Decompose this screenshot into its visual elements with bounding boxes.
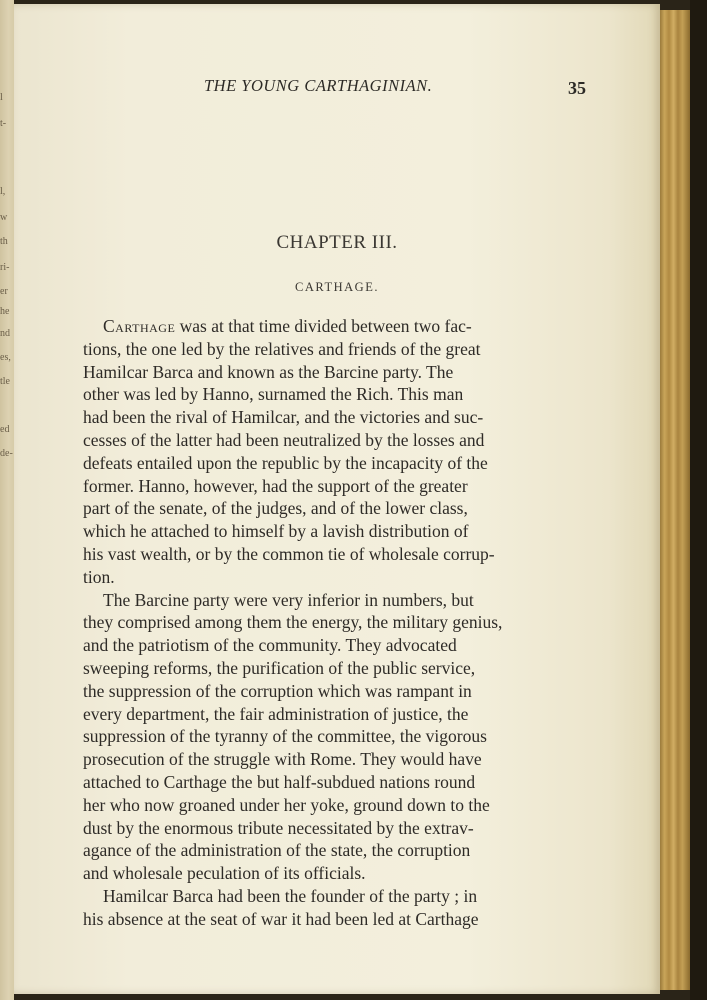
text-line: former. Hanno, however, had the support of the greater [83, 475, 468, 496]
text-line: which he attached to himself by a lavish distribution of [83, 521, 469, 542]
text-line: his absence at the seat of war it had been led at Carthage [83, 908, 479, 929]
facing-page-fragment: ri- [0, 262, 10, 273]
text-line: dust by the enormous tribute necessitated by the extrav- [83, 817, 474, 838]
drop-lead-word: Carthage [103, 316, 176, 336]
facing-page-fragment: er [0, 286, 8, 297]
facing-page-fragment: ed [0, 424, 10, 435]
facing-page-fragment: de- [0, 448, 13, 459]
text-line: other was led by Hanno, surnamed the Rich. This man [83, 384, 464, 405]
facing-page-fragment: es, [0, 352, 11, 363]
text-line: agance of the administration of the state, the corruption [83, 840, 471, 861]
text-line: tions, the one led by the relatives and friends of the great [83, 338, 481, 359]
facing-page-fragment: tle [0, 376, 10, 387]
page-number: 35 [568, 78, 586, 98]
text-line: Hamilcar Barca had been the founder of the party ; in [103, 885, 478, 906]
facing-page-fragment: th [0, 236, 8, 247]
page-block-edge [660, 10, 690, 990]
text-line: the suppression of the corruption which was rampant in [83, 680, 472, 701]
text-line: Hamilcar Barca and known as the Barcine party. The [83, 361, 454, 382]
text-line: her who now groaned under her yoke, ground down to the [83, 794, 490, 815]
facing-page-fragment: he [0, 306, 10, 317]
text-line: sweeping reforms, the purification of the public service, [83, 657, 476, 678]
text-line: they comprised among them the energy, the military genius, [83, 612, 503, 633]
facing-page-fragment: nd [0, 328, 10, 339]
text-line: attached to Carthage the but half-subdued nations round [83, 771, 476, 792]
left-page-edge [0, 0, 14, 1000]
facing-page-fragment: t- [0, 118, 7, 129]
text-line: had been the rival of Hamilcar, and the victories and suc- [83, 407, 484, 428]
facing-page-fragment: l [0, 92, 3, 103]
chapter-title: CHAPTER III. [276, 232, 398, 253]
text-line: and the patriotism of the community. They advocated [83, 635, 457, 656]
text-line: defeats entailed upon the republic by the incapacity of the [83, 452, 488, 473]
book-cover-edge [690, 0, 707, 1000]
text-line: Carthage was at that time divided between two fac- [103, 316, 472, 336]
text-line: and wholesale peculation of its officials. [83, 863, 366, 884]
text-line: cesses of the latter had been neutralized by the losses and [83, 429, 485, 450]
text-line: suppression of the tyranny of the committee, the vigorous [83, 726, 487, 747]
text-line: every department, the fair administration of justice, the [83, 703, 469, 724]
running-title: THE YOUNG CARTHAGINIAN. [204, 76, 433, 95]
text-line: prosecution of the struggle with Rome. They would have [83, 749, 482, 770]
text-line: part of the senate, of the judges, and of the lower class, [83, 498, 468, 519]
chapter-subtitle: CARTHAGE. [295, 280, 379, 294]
text-line: The Barcine party were very inferior in numbers, but [103, 589, 474, 610]
text-line: tion. [83, 566, 115, 587]
text-line: his vast wealth, or by the common tie of wholesale corrup- [83, 543, 495, 564]
body-text [83, 315, 587, 931]
facing-page-fragment: l, [0, 186, 6, 197]
facing-page-fragment: w [0, 212, 8, 223]
